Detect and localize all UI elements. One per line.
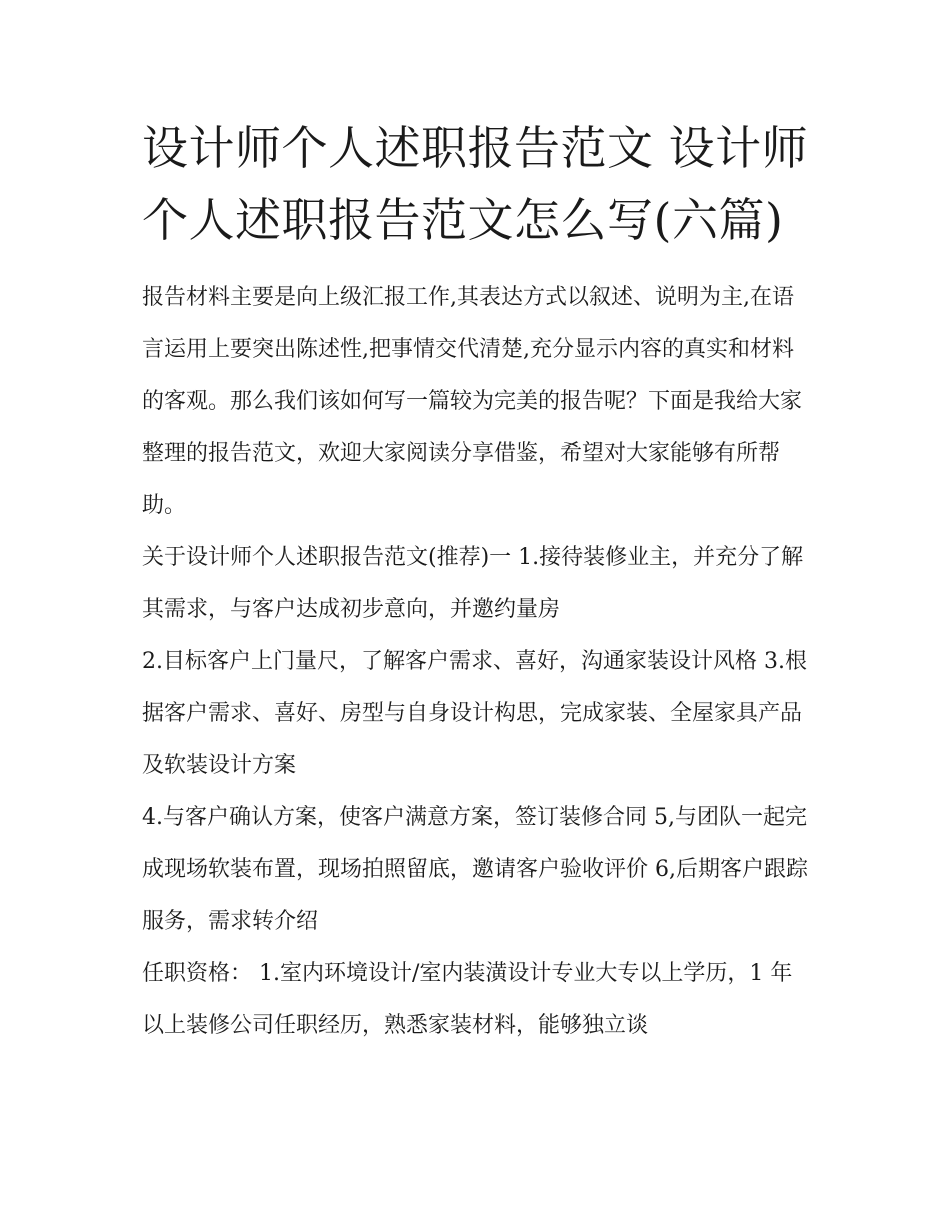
document-body <box>142 112 812 1052</box>
paragraph-intro: 报告材料主要是向上级汇报工作,其表达方式以叙述、说明为主,在语言运用上要突出陈述性,把事情交代清楚,充分显示内容的真实和材料的客观。那么我们该如何写一篇较为完美的报告呢？下面是我给大家整理的报告范文，欢迎大家阅读分享借鉴，希望对大家能够有所帮助。 <box>142 285 803 518</box>
document-title: 设计师个人述职报告范文 设计师个人述职报告范文怎么写(六篇) <box>142 121 809 247</box>
paragraph-duty-1: 关于设计师个人述职报告范文(推荐)一 1.接待装修业主，并充分了解其需求，与客户达成初步意向，并邀约量房 <box>142 545 804 622</box>
paragraph-duty-2-3: 2.目标客户上门量尺，了解客户需求、喜好，沟通家装设计风格 3.根据客户需求、喜好、房型与自身设计构思，完成家装、全屋家具产品及软装设计方案 <box>142 649 807 778</box>
paragraph-qualifications: 任职资格： 1.室内环境设计/室内装潢设计专业大专以上学历，1 年以上装修公司任职经历，熟悉家装材料，能够独立谈 <box>142 961 793 1038</box>
paragraph-duty-4-6: 4.与客户确认方案，使客户满意方案，签订装修合同 5,与团队一起完成现场软装布置，现场拍照留底，邀请客户验收评价 6,后期客户跟踪服务，需求转介绍 <box>142 805 808 934</box>
